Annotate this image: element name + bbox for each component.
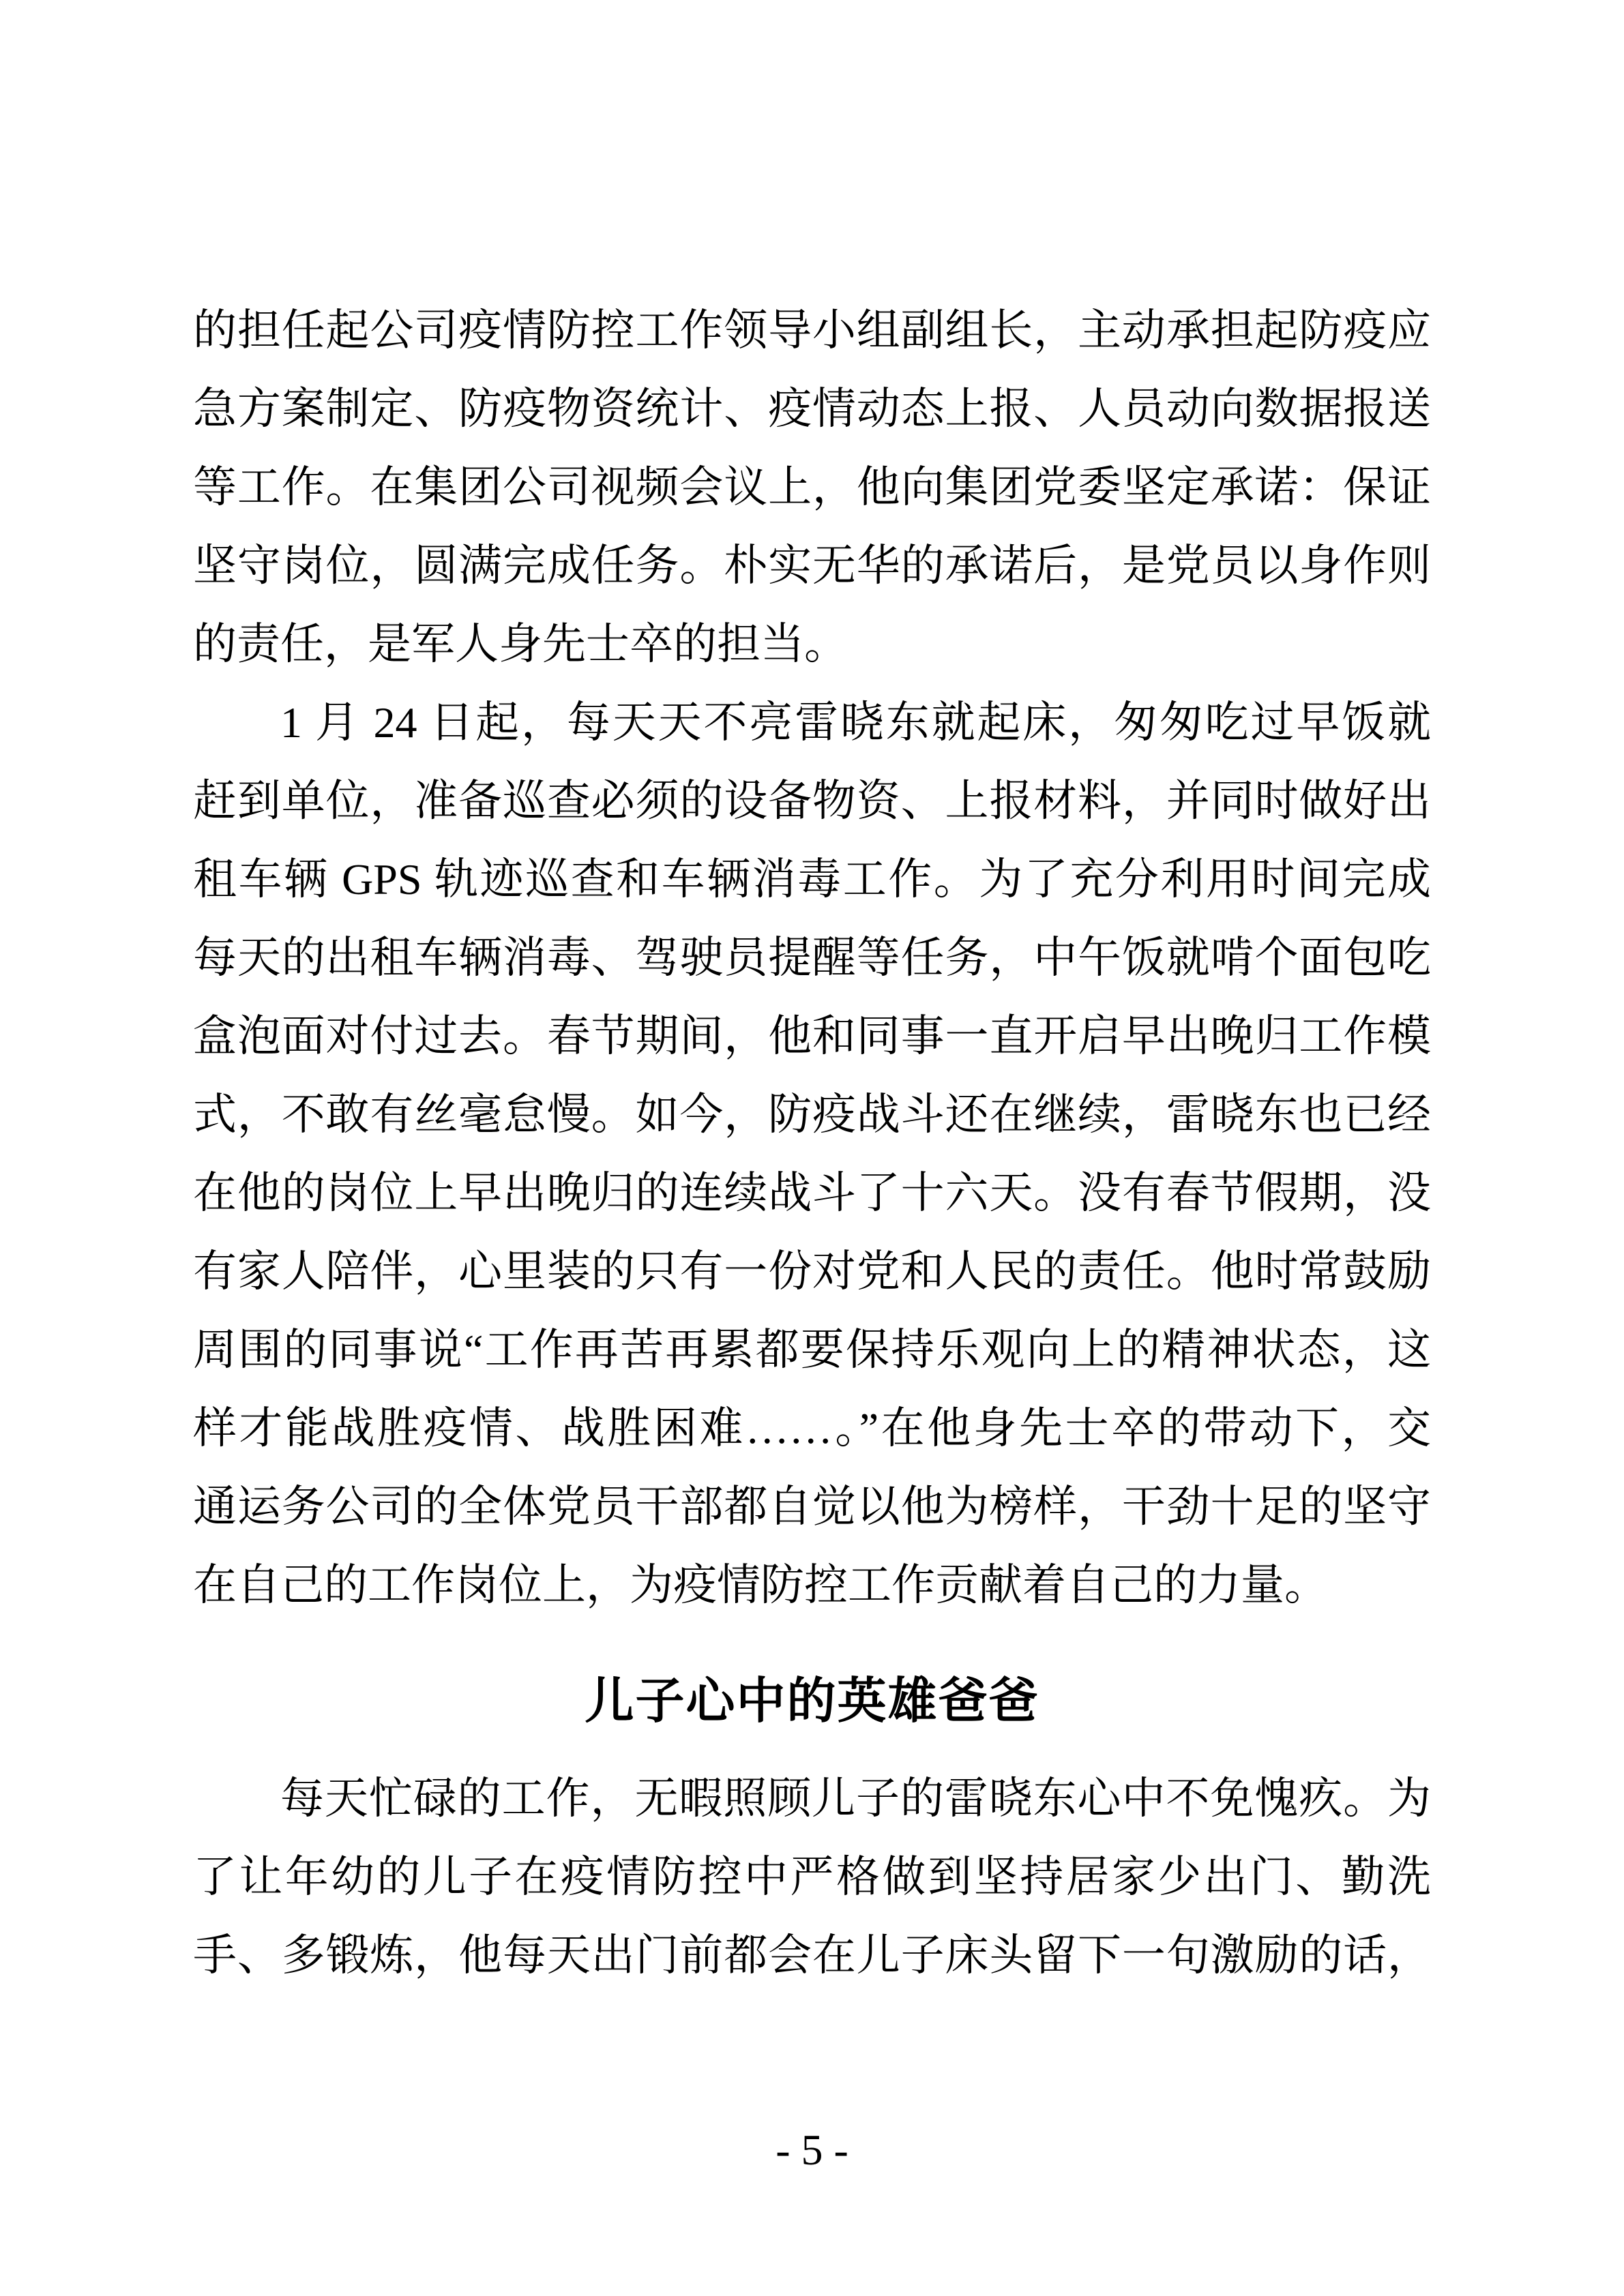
paragraph-1 xyxy=(193,291,1431,683)
text-line: 坚守岗位，圆满完成任务。朴实无华的承诺后，是党员以身作则 xyxy=(193,541,1431,590)
paragraph-3 xyxy=(193,1759,1431,1995)
text-line: 盒泡面对付过去。春节期间，他和同事一直开启早出晚归工作模 xyxy=(193,1012,1431,1060)
text-line: 1 月 24 日起，每天天不亮雷晓东就起床，匆匆吃过早饭就 xyxy=(280,698,1431,747)
text-line: 样才能战胜疫情、战胜困难……。”在他身先士卒的带动下，交 xyxy=(193,1404,1431,1452)
text-line: 通运务公司的全体党员干部都自觉以他为榜样，干劲十足的坚守 xyxy=(193,1482,1431,1531)
document-body xyxy=(193,291,1431,1995)
text-line: 了让年幼的儿子在疫情防控中严格做到坚持居家少出门、勤洗 xyxy=(193,1853,1431,1901)
text-line: 急方案制定、防疫物资统计、疫情动态上报、人员动向数据报送 xyxy=(193,385,1431,433)
section-heading: 儿子心中的英雄爸爸 xyxy=(585,1674,1039,1729)
text-line: 在自己的工作岗位上，为疫情防控工作贡献着自己的力量。 xyxy=(193,1561,1328,1609)
text-line: 有家人陪伴，心里装的只有一份对党和人民的责任。他时常鼓励 xyxy=(193,1247,1431,1296)
text-line: 赶到单位，准备巡查必须的设备物资、上报材料，并同时做好出 xyxy=(193,777,1431,825)
paragraph-2 xyxy=(193,683,1431,1624)
text-line: 租车辆 GPS 轨迹巡查和车辆消毒工作。为了充分利用时间完成 xyxy=(193,855,1431,904)
text-line: 每天的出租车辆消毒、驾驶员提醒等任务，中午饭就啃个面包吃 xyxy=(193,934,1431,982)
text-line: 的责任，是军人身先士卒的担当。 xyxy=(193,620,848,668)
text-line: 每天忙碌的工作，无暇照顾儿子的雷晓东心中不免愧疚。为 xyxy=(280,1774,1431,1823)
page-number: - 5 - xyxy=(776,2126,848,2174)
text-line: 手、多锻炼，他每天出门前都会在儿子床头留下一句激励的话， xyxy=(193,1931,1431,1980)
text-line: 等工作。在集团公司视频会议上，他向集团党委坚定承诺：保证 xyxy=(193,463,1431,511)
text-line: 周围的同事说“工作再苦再累都要保持乐观向上的精神状态，这 xyxy=(193,1326,1431,1374)
text-line: 在他的岗位上早出晚归的连续战斗了十六天。没有春节假期，没 xyxy=(193,1169,1431,1217)
text-line: 式，不敢有丝毫怠慢。如今，防疫战斗还在继续，雷晓东也已经 xyxy=(193,1090,1431,1139)
text-line: 的担任起公司疫情防控工作领导小组副组长，主动承担起防疫应 xyxy=(193,306,1431,355)
